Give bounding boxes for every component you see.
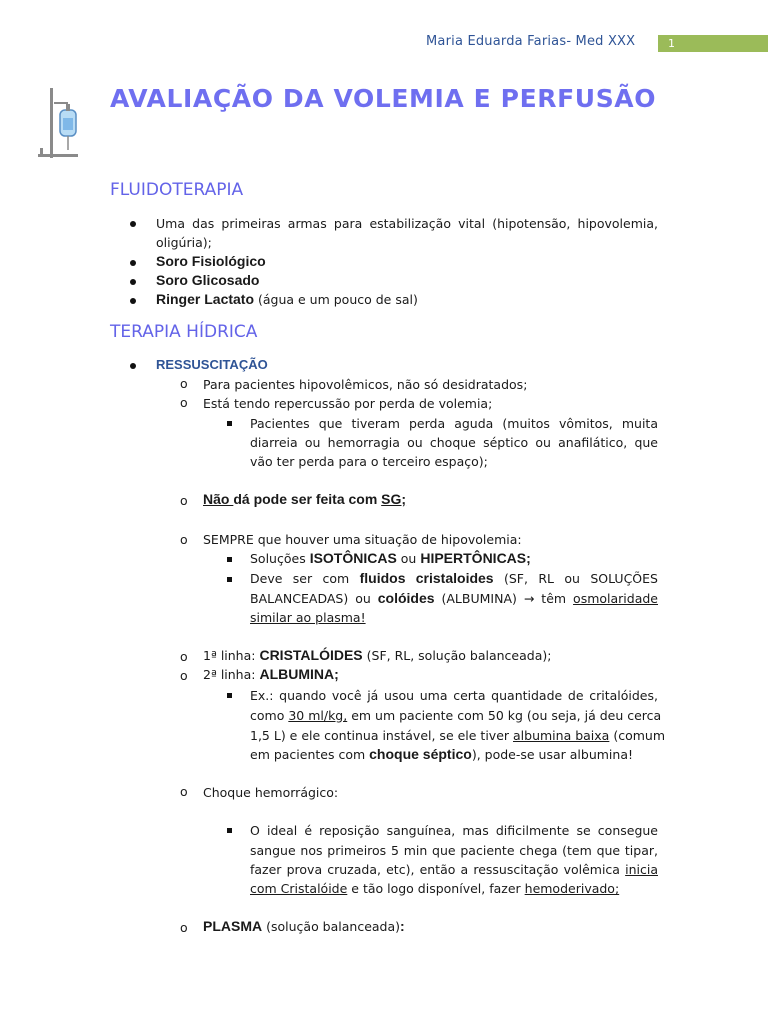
bullet-dot: [130, 221, 136, 227]
list-item: Soro Glicosado: [156, 272, 260, 288]
list-item: Ringer Lactato (água e um pouco de sal): [156, 291, 418, 307]
list-item-continued: similar ao plasma!: [250, 610, 366, 625]
bullet-square: [227, 693, 232, 698]
list-item: Não dá pode ser feita com SG;: [203, 491, 407, 507]
list-item-continued: sangue nos primeiros 5 min que paciente chega (tem que tipar,: [250, 843, 658, 858]
list-item: Soro Fisiológico: [156, 253, 266, 269]
bullet-circle: o: [180, 493, 188, 508]
bullet-circle: o: [180, 532, 188, 547]
bullet-circle: o: [180, 668, 188, 683]
list-item: PLASMA (solução balanceada):: [203, 918, 405, 934]
iv-drip-icon: [36, 88, 80, 162]
list-item: Choque hemorrágico:: [203, 785, 339, 800]
bullet-dot: [130, 363, 136, 369]
bullet-square: [227, 557, 232, 562]
list-item: 2ª linha: ALBUMINA;: [203, 666, 339, 682]
list-item: SEMPRE que houver uma situação de hipovolemia:: [203, 532, 522, 547]
bullet-circle: o: [180, 784, 188, 799]
header-author: Maria Eduarda Farias- Med XXX: [426, 34, 636, 49]
heading-fluidoterapia: FLUIDOTERAPIA: [110, 180, 244, 200]
list-item: Deve ser com fluidos cristaloides (SF, RL ou SOLUÇÕES: [250, 570, 658, 586]
list-item: Uma das primeiras armas para estabilização vital (hipotensão, hipovolemia,: [156, 216, 658, 231]
list-item-continued: em pacientes com choque séptico), pode-se usar albumina!: [250, 746, 633, 762]
list-item: Ex.: quando você já usou uma certa quantidade de critalóides,: [250, 688, 658, 703]
list-item: O ideal é reposição sanguínea, mas dificilmente se consegue: [250, 823, 658, 838]
list-item: Para pacientes hipovolêmicos, não só desidratados;: [203, 377, 528, 392]
bullet-circle: o: [180, 920, 188, 935]
list-item-continued: com Cristalóide e tão logo disponível, fazer hemoderivado;: [250, 881, 620, 896]
bullet-circle: o: [180, 376, 188, 391]
subheading-ressuscitacao: RESSUSCITAÇÃO: [156, 357, 268, 372]
list-item-continued: vão ter perda para o terceiro espaço);: [250, 454, 488, 469]
list-item-continued: fazer prova cruzada, etc), então a ressuscitação volêmica inicia: [250, 862, 658, 877]
list-item-continued: como 30 ml/kg, em um paciente com 50 kg (ou seja, já deu cerca: [250, 708, 662, 723]
bullet-square: [227, 421, 232, 426]
heading-terapia-hidrica: TERAPIA HÍDRICA: [110, 322, 258, 342]
bullet-circle: o: [180, 649, 188, 664]
bullet-circle: o: [180, 395, 188, 410]
list-item-continued: BALANCEADAS) ou colóides (ALBUMINA) → têm osmolaridade: [250, 590, 658, 606]
list-item: Está tendo repercussão por perda de volemia;: [203, 396, 493, 411]
list-item-continued: diarreia ou hemorragia ou choque séptico ou anafilático, que: [250, 435, 658, 450]
bullet-dot: [130, 298, 136, 304]
list-item: Soluções ISOTÔNICAS ou HIPERTÔNICAS;: [250, 550, 531, 566]
list-item-continued: 1,5 L) e ele continua instável, se ele tiver albumina baixa (comum: [250, 728, 665, 743]
page-title: AVALIAÇÃO DA VOLEMIA E PERFUSÃO: [110, 84, 657, 113]
bullet-square: [227, 828, 232, 833]
bullet-square: [227, 577, 232, 582]
bullet-dot: [130, 279, 136, 285]
list-item: Pacientes que tiveram perda aguda (muitos vômitos, muita: [250, 416, 658, 431]
bullet-dot: [130, 260, 136, 266]
list-item-continued: oligúria);: [156, 235, 212, 250]
page-number-badge: 1: [658, 35, 768, 52]
arrow-right-icon: →: [523, 591, 535, 606]
list-item: 1ª linha: CRISTALÓIDES (SF, RL, solução balanceada);: [203, 647, 552, 663]
